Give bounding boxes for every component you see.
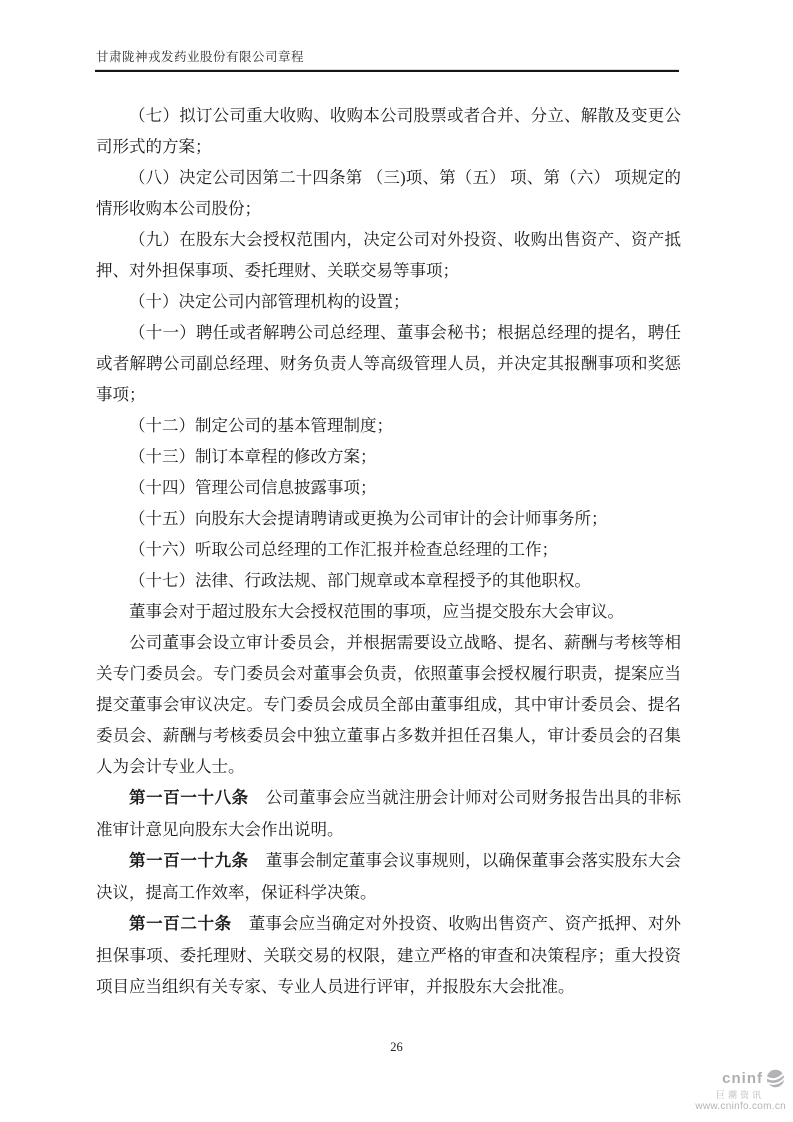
clause-item-15: （十五）向股东大会提请聘请或更换为公司审计的会计师事务所； <box>129 509 608 528</box>
cninfo-watermark <box>658 1068 788 1112</box>
paragraph-board-authority: 董事会对于超过股东大会授权范围的事项，应当提交股东大会审议。 <box>129 602 624 621</box>
clause-item-17: （十七）法律、行政法规、部门规章或本章程授予的其他职权。 <box>129 571 591 590</box>
cninfo-brand-row <box>658 1068 788 1089</box>
clause-item-8: （八）决定公司因第二十四条第 （三)项、第（五） 项、第（六） 项规定的情形收购本公司股份； <box>96 168 681 218</box>
clause-item-12: （十二）制定公司的基本管理制度； <box>129 416 393 435</box>
cninfo-globe-icon <box>765 1068 786 1089</box>
article-120-number: 第一百二十条 <box>129 915 232 933</box>
clause-item-13: （十三）制订本章程的修改方案； <box>129 447 377 466</box>
cninfo-url: www.cninfo.com.cn <box>695 1101 786 1112</box>
article-118-number: 第一百一十八条 <box>129 789 249 807</box>
header-rule <box>95 69 679 72</box>
clause-item-16: （十六）听取公司总经理的工作汇报并检查总经理的工作； <box>129 540 558 559</box>
article-119 <box>96 845 681 908</box>
article-120 <box>96 908 681 1002</box>
article-120-text: 董事会应当确定对外投资、收购出售资产、资产抵押、对外担保事项、委托理财、关联交易的权限，建立严格的审查和决策程序；重大投资项目应当组织有关专家、专业人员进行评审，并报股东大会批准。 <box>96 914 682 996</box>
clause-item-11: （十一）聘任或者解聘公司总经理、董事会秘书；根据总经理的提名，聘任或者解聘公司副总经理、财务负责人等高级管理人员，并决定其报酬事项和奖惩事项； <box>96 323 681 404</box>
clause-item-7: （七）拟订公司重大收购、收购本公司股票或者合并、分立、解散及变更公司形式的方案； <box>96 106 681 156</box>
article-118-text: 公司董事会应当就注册会计师对公司财务报告出具的非标准审计意见向股东大会作出说明。 <box>96 788 682 839</box>
clause-item-10: （十）决定公司内部管理机构的设置； <box>129 292 410 311</box>
cninfo-chinese-name: 巨潮资讯 <box>715 1090 764 1100</box>
paragraph-committees: 公司董事会设立审计委员会，并根据需要设立战略、提名、薪酬与考核等相关专门委员会。专门委员会对董事会负责，依照董事会授权履行职责，提案应当提交董事会审议决定。专门委员会成员全部由董事组成，其中审计委员会、提名委员会、薪酬与考核委员会中独立董事占多数并担任召集人，审计委员会的召集人为会计专业人士。 <box>96 633 681 776</box>
page-number: 26 <box>390 1040 403 1054</box>
clause-item-9: （九）在股东大会授权范围内，决定公司对外投资、收购出售资产、资产抵押、对外担保事项、委托理财、关联交易等事项； <box>96 230 681 280</box>
document-body <box>96 100 681 1002</box>
header-title: 甘肃陇神戎发药业股份有限公司章程 <box>96 50 305 64</box>
article-118 <box>96 782 681 845</box>
page-header <box>96 47 681 65</box>
article-119-number: 第一百一十九条 <box>129 852 249 870</box>
article-119-text: 董事会制定董事会议事规则，以确保董事会落实股东大会决议，提高工作效率，保证科学决策。 <box>96 851 682 902</box>
clause-item-14: （十四）管理公司信息披露事项； <box>129 478 377 497</box>
cninfo-brand-text: cninf <box>722 1070 763 1087</box>
